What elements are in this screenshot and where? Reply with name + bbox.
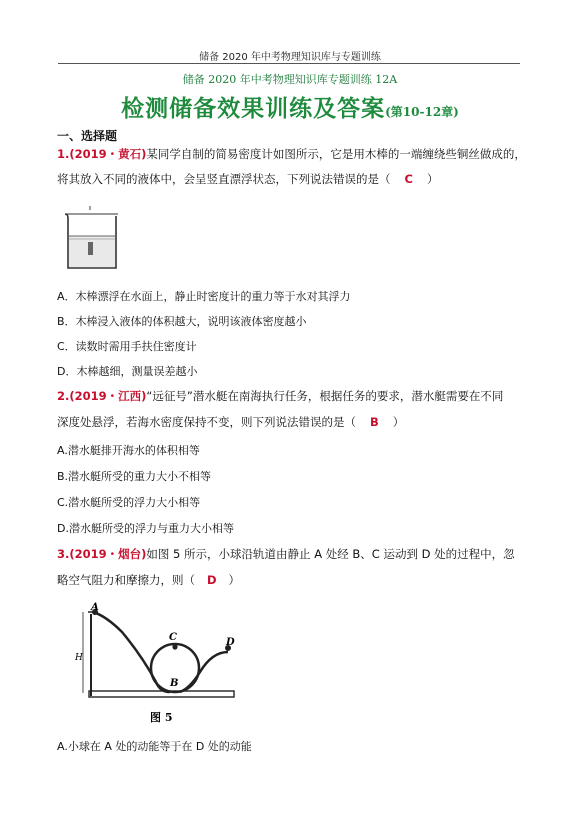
track-figure [72,600,242,728]
question-1-source: (2019・黄石) [69,147,147,161]
figure-caption: 图 5 [150,711,173,724]
document-title [0,90,580,123]
question-2-text-2: 深度处悬浮，若海水密度保持不变，则下列说法错误的是（ [57,415,356,429]
question-2-paren-close: ） [392,415,405,429]
label-c: C [169,632,177,643]
question-3-answer: D [207,573,217,587]
question-1-paren-close: ） [426,172,439,186]
section-heading: 一、选择题 [57,129,118,143]
question-1-option-c: C．读数时需用手扶住密度计 [57,340,197,353]
beaker-figure [62,204,122,274]
question-3-paren-close: ） [228,573,241,587]
page-header: 储备 2020 年中考物理知识库与专题训练 [199,52,381,63]
question-2-line-1 [57,388,503,405]
label-b: B [170,678,179,689]
question-1-line-1 [57,146,526,163]
question-1-option-a: A．木棒漂浮在水面上，静止时密度计的重力等于水对其浮力 [57,290,351,303]
header-divider [58,63,520,64]
question-1-number: 1. [57,147,70,161]
question-3-text-1: 如图 5 所示，小球沿轨道由静止 A 处经 B、C 运动到 D 处的过程中，忽 [146,547,515,561]
question-2-option-d: D.潜水艇所受的浮力与重力大小相等 [57,522,234,535]
question-1-answer: C [404,172,413,186]
question-2-option-b: B.潜水艇所受的重力大小不相等 [57,470,212,483]
question-2-option-a: A.潜水艇排开海水的体积相等 [57,444,200,457]
title-chapter-range: (第10-12章) [385,105,459,119]
document-subtitle: 储备 2020 年中考物理知识库专题训练 12A [182,73,398,86]
question-2-number: 2. [57,389,70,403]
question-2-option-c: C.潜水艇所受的浮力大小相等 [57,496,201,509]
question-2-line-2 [57,414,404,431]
label-h: H [75,653,83,663]
question-3-source: (2019・烟台) [69,547,147,561]
question-2-answer: B [370,415,379,429]
question-1-option-b: B．木棒浸入液体的体积越大，说明该液体密度越小 [57,315,307,328]
question-3-text-2: 略空气阻力和摩擦力，则（ [57,573,195,587]
question-3-line-1 [57,546,515,563]
question-2-source: (2019・江西) [69,389,147,403]
title-main: 检测储备效果训练及答案 [121,95,386,122]
label-d: D [226,637,235,648]
question-2-text-1: “远征号”潜水艇在南海执行任务，根据任务的要求，潜水艇需要在不同 [146,389,504,403]
question-1-option-d: D．木棒越细，测量误差越小 [57,365,198,378]
question-3-line-2 [57,572,240,589]
question-1-line-2 [57,171,438,188]
label-a: A [91,602,99,613]
question-3-number: 3. [57,547,70,561]
question-1-text-1: 某同学自制的简易密度计如图所示，它是用木棒的一端缠绕些铜丝做成的， [146,147,526,161]
question-3-option-a: A.小球在 A 处的动能等于在 D 处的动能 [57,740,252,753]
question-1-text-2: 将其放入不同的液体中，会呈竖直漂浮状态，下列说法错误的是（ [57,172,391,186]
